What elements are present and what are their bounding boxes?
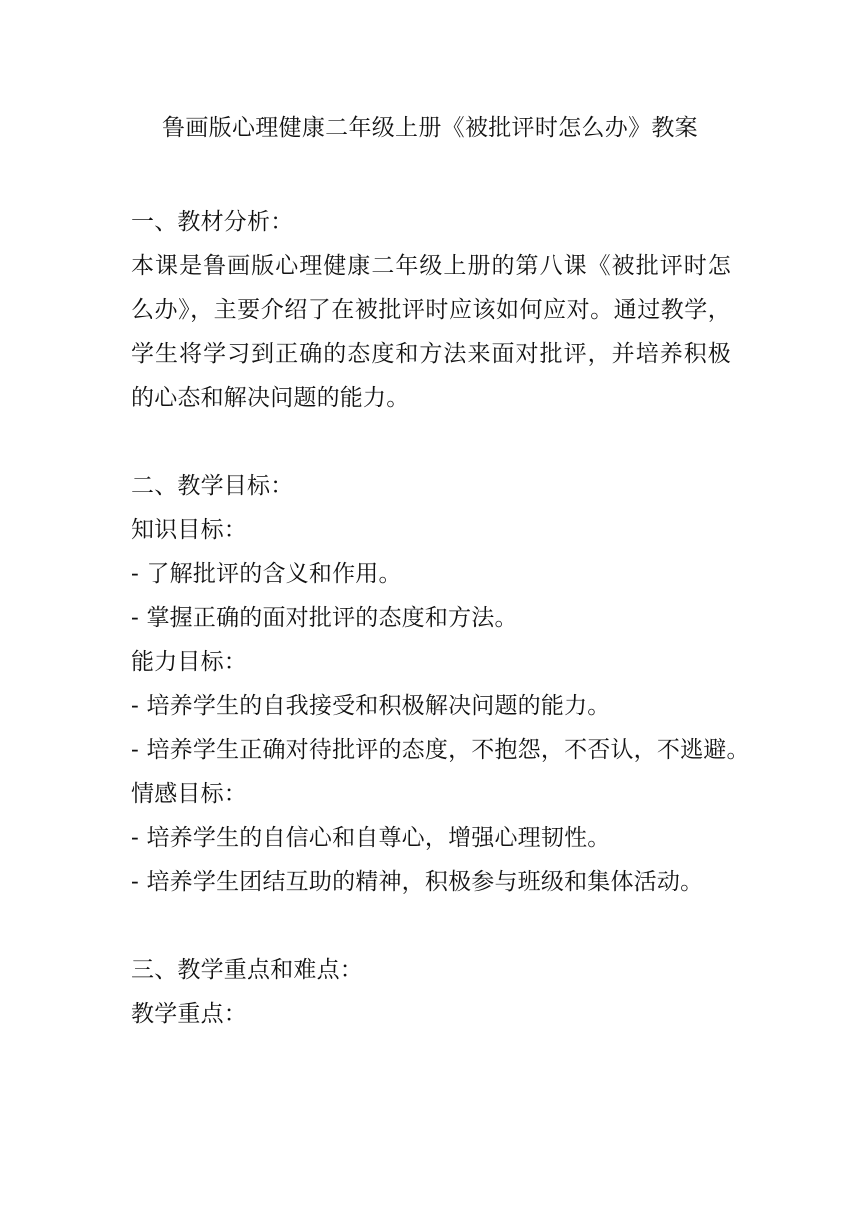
section-heading-objectives: 二、教学目标： [131, 473, 294, 499]
document-title: 鲁画版心理健康二年级上册《被批评时怎么办》教案 [162, 115, 698, 141]
key-points-label: 教学重点： [131, 1001, 247, 1027]
section-spacer [131, 904, 731, 948]
section-heading-analysis: 一、教材分析： [131, 209, 294, 235]
knowledge-objectives-label: 知识目标： [131, 517, 247, 543]
emotion-objectives-label: 情感目标： [131, 781, 247, 807]
ability-objective-item: - 培养学生的自我接受和积极解决问题的能力。 [131, 693, 611, 719]
emotion-objective-item: - 培养学生团结互助的精神，积极参与班级和集体活动。 [131, 869, 704, 895]
section-spacer [131, 420, 731, 464]
section-heading-key-points: 三、教学重点和难点： [131, 957, 363, 983]
emotion-objective-item: - 培养学生的自信心和自尊心，增强心理韧性。 [131, 825, 611, 851]
ability-objective-item: - 培养学生正确对待批评的态度，不抱怨，不否认，不逃避。 [131, 737, 750, 763]
ability-objectives-label: 能力目标： [131, 649, 247, 675]
analysis-paragraph: 本课是鲁画版心理健康二年级上册的第八课《被批评时怎么办》，主要介绍了在被批评时应该如何应对。通过教学，学生将学习到正确的态度和方法来面对批评，并培养积极的心态和解决问题的能力。 [131, 253, 731, 411]
document-body [131, 200, 750, 1036]
knowledge-objective-item: - 了解批评的含义和作用。 [131, 561, 402, 587]
knowledge-objective-item: - 掌握正确的面对批评的态度和方法。 [131, 605, 518, 631]
